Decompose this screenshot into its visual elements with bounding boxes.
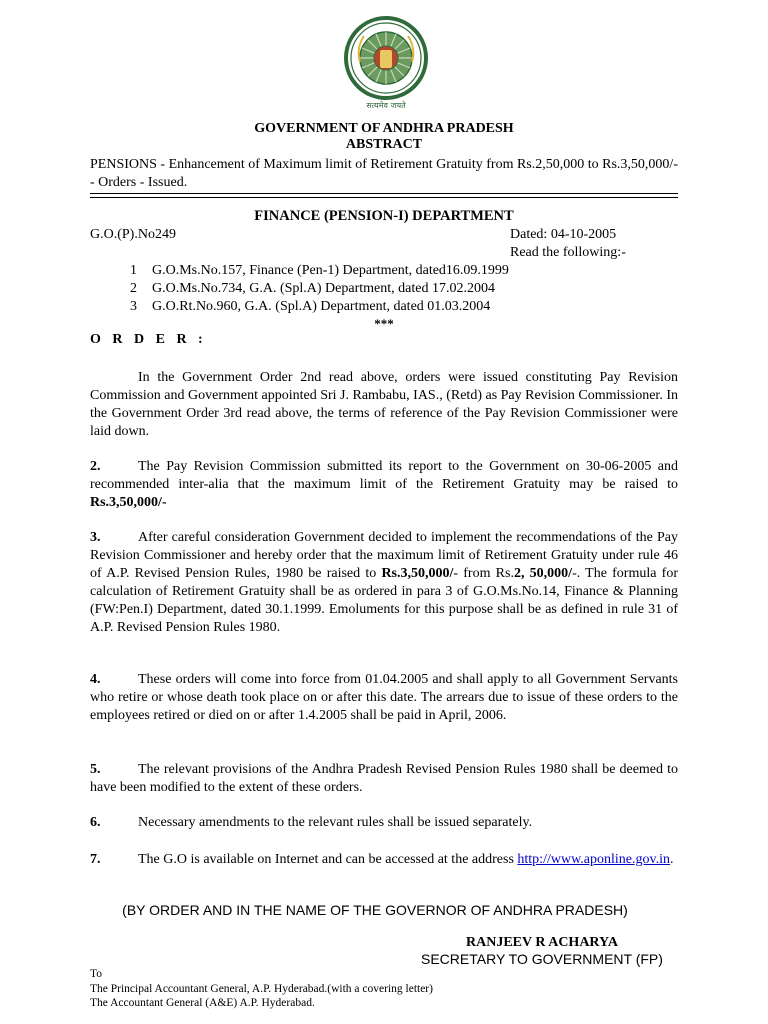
aponline-link[interactable]: http://www.aponline.gov.in: [517, 852, 670, 867]
signatory-designation: SECRETARY TO GOVERNMENT (FP): [421, 951, 663, 967]
paragraph-3: [90, 529, 678, 637]
government-title: GOVERNMENT OF ANDHRA PRADESH: [254, 121, 514, 136]
paragraph-5: [90, 761, 678, 797]
paragraph-text: After careful consideration Government decided to implement the recommendations of the Pay Revision Commissioner and hereby order that the maximum limit of Retirement Gratuity under rule 46 of A.P. Revised Pension Rules, 1980 be raised to: [90, 530, 678, 581]
paragraph-2: [90, 458, 678, 512]
references-list: [130, 262, 509, 316]
recipients-block: [90, 967, 433, 1011]
reference-number: 2: [130, 281, 137, 296]
reference-text: G.O.Ms.No.734, G.A. (Spl.A) Department, dated 17.02.2004: [152, 281, 495, 296]
order-heading: O R D E R :: [90, 332, 207, 347]
paragraph-4: [90, 671, 678, 725]
paragraph-text: - from Rs.: [453, 566, 514, 581]
paragraph-number: 3.: [90, 530, 101, 545]
svg-text:सत्यमेव जयते: सत्यमेव जयते: [366, 101, 406, 110]
amount-bold: 2, 50,000/: [513, 566, 573, 581]
paragraph-number: 2.: [90, 459, 101, 474]
amount-bold: Rs.3,50,000/: [381, 566, 454, 581]
reference-item: [130, 298, 509, 316]
department-heading: FINANCE (PENSION-I) DEPARTMENT: [254, 208, 514, 224]
paragraph-number: 4.: [90, 672, 101, 687]
abstract-heading: ABSTRACT: [345, 137, 423, 152]
read-following: Read the following:-: [510, 245, 626, 260]
paragraph-text: These orders will come into force from 01.04.2005 and shall apply to all Government Servants who retire or whose death took place on or after this date. The arrears due to issue of these orders to the employees retired or died on or after 1.4.2005 shall be paid in April, 2006.: [90, 672, 678, 723]
reference-text: G.O.Rt.No.960, G.A. (Spl.A) Department, dated 01.03.2004: [152, 299, 491, 314]
paragraph-6: [90, 814, 678, 832]
andhra-pradesh-emblem-icon: [342, 16, 430, 112]
paragraph-text: Necessary amendments to the relevant rules shall be issued separately.: [138, 815, 533, 830]
paragraph-number: 7.: [90, 852, 101, 867]
paragraph-text: The Pay Revision Commission submitted its report to the Government on 30-06-2005 and recommended inter-alia that the maximum limit of the Retirement Gratuity may be raised to: [90, 459, 678, 492]
recipient-item: The Accountant General (A&E) A.P. Hyderabad.: [90, 997, 315, 1009]
reference-number: 3: [130, 299, 137, 314]
go-number: G.O.(P).No249: [90, 227, 176, 242]
reference-number: 1: [130, 263, 137, 278]
paragraph-text: The relevant provisions of the Andhra Pradesh Revised Pension Rules 1980 shall be deemed to have been modified to the extent of these orders.: [90, 762, 678, 795]
reference-item: [130, 262, 509, 280]
by-order-line: (BY ORDER AND IN THE NAME OF THE GOVERNOR OF ANDHRA PRADESH): [122, 902, 628, 918]
paragraph-number: 6.: [90, 815, 101, 830]
double-rule-top: [90, 193, 678, 194]
reference-item: [130, 280, 509, 298]
date-line: Dated: 04-10-2005: [510, 227, 617, 242]
amount-bold: Rs.3,50,000/-: [90, 495, 167, 510]
subject-line: PENSIONS - Enhancement of Maximum limit of Retirement Gratuity from Rs.2,50,000 to Rs.3,50,000/- - Orders - Issued.: [90, 157, 678, 190]
paragraph-1: In the Government Order 2nd read above, orders were issued constituting Pay Revision Commission and Government appointed Sri J. Rambabu, IAS., (Retd) as Pay Revision Commissioner. In the Government Order 3rd read above, the terms of reference of the Pay Revision Commissioner were laid down.: [90, 370, 678, 439]
recipient-item: The Principal Accountant General, A.P. Hyderabad.(with a covering letter): [90, 982, 433, 995]
signatory-name: RANJEEV R ACHARYA: [466, 935, 618, 950]
paragraph-7: [90, 851, 678, 869]
double-rule-bottom: [90, 197, 678, 198]
separator-stars: ***: [374, 316, 394, 331]
paragraph-number: 5.: [90, 762, 101, 777]
paragraph-text: .: [669, 852, 674, 867]
to-label: To: [90, 968, 102, 980]
paragraph-text: The G.O is available on Internet and can be accessed at the address: [138, 852, 518, 867]
paragraph-text: -. The formula for calculation of Retirement Gratuity shall be as ordered in para 3 of G.O.Ms.No.14, Finance & Planning (FW:Pen.I) Department, dated 30.1.1999. Emoluments for this purpose shall be as defined in rule 31 of A.P. Revised Pension Rules 1980.: [90, 566, 678, 635]
reference-text: G.O.Ms.No.157, Finance (Pen-1) Department, dated16.09.1999: [152, 263, 509, 278]
